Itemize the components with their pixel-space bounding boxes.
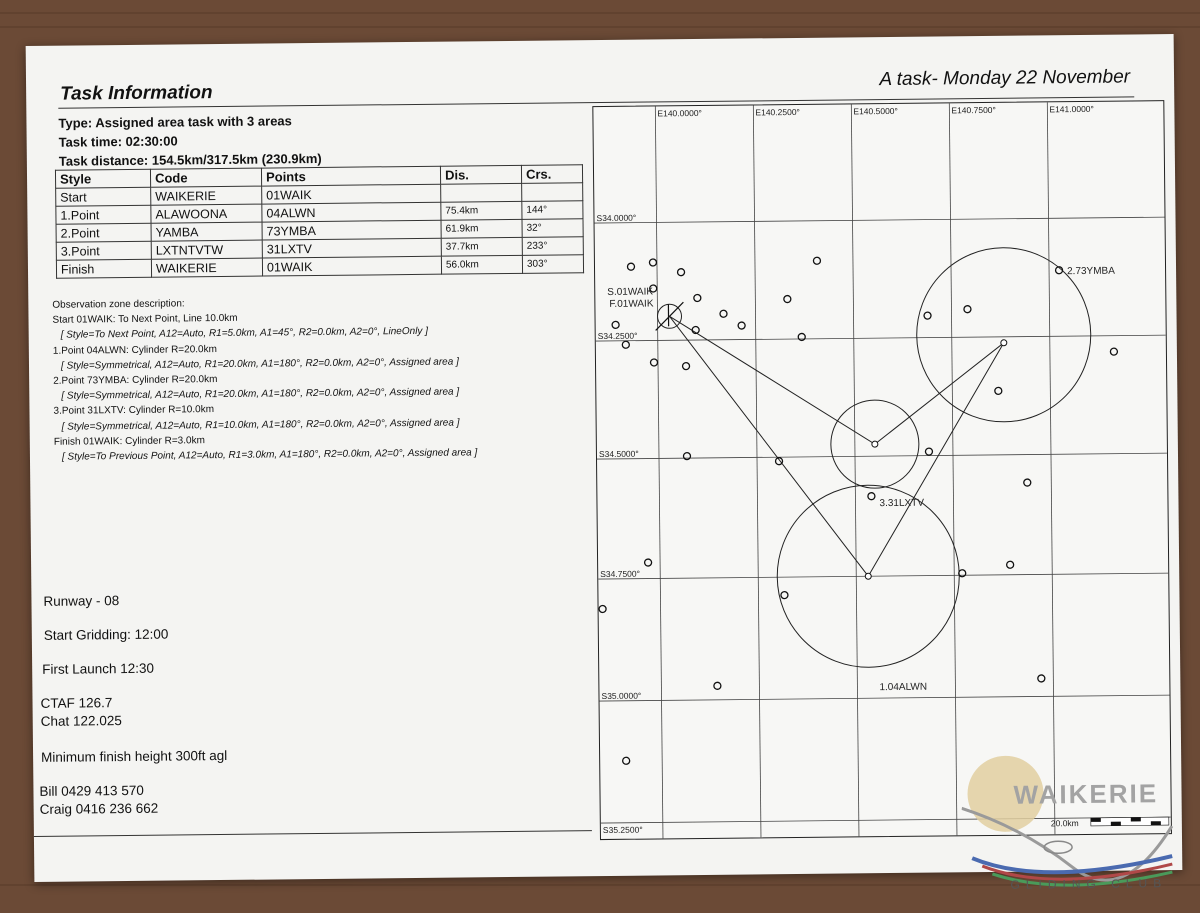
airfield-icon bbox=[776, 458, 783, 465]
airfield-icon bbox=[868, 493, 875, 500]
map-canvas bbox=[593, 101, 1171, 839]
cell-points: 73YMBA bbox=[262, 220, 441, 240]
task-type: Type: Assigned area task with 3 areas bbox=[58, 111, 321, 133]
task-distance: Task distance: 154.5km/317.5km (230.9km) bbox=[59, 149, 322, 171]
airfield-icon bbox=[612, 321, 619, 328]
airfield-icon bbox=[1024, 479, 1031, 486]
cell-points: 01WAIK bbox=[262, 184, 441, 204]
lat-label: S35.0000° bbox=[601, 691, 641, 701]
airfield-icon bbox=[678, 269, 685, 276]
airfield-icon bbox=[627, 263, 634, 270]
label-finish: F.01WAIK bbox=[609, 298, 654, 309]
airfield-icon bbox=[1038, 675, 1045, 682]
point-labels bbox=[607, 266, 1120, 696]
cell-dis: 75.4km bbox=[441, 201, 522, 220]
cell-code: YAMBA bbox=[151, 222, 262, 241]
grid-lat-line bbox=[597, 453, 1167, 459]
club-logo bbox=[961, 746, 1183, 898]
obs-line-detail: [ Style=To Next Point, A12=Auto, R1=5.0km, A1=45°, R2=0.0km, A2=0°, LineOnly ] bbox=[53, 323, 593, 344]
contact-craig: Craig 0416 236 662 bbox=[40, 801, 159, 817]
observation-zones bbox=[52, 292, 594, 465]
task-route bbox=[670, 313, 1007, 578]
cell-code: LXTNTVTW bbox=[151, 240, 262, 259]
cell-crs: 32° bbox=[522, 219, 583, 238]
task-map bbox=[592, 100, 1172, 840]
grid-lon-line bbox=[851, 104, 859, 836]
airfield-icon bbox=[1110, 348, 1117, 355]
obs-heading: Observation zone description: bbox=[52, 292, 592, 313]
cell-style: Finish bbox=[56, 259, 151, 278]
scale-label: 20.0km bbox=[1051, 818, 1079, 828]
airfield-icon bbox=[650, 359, 657, 366]
airfield-icon bbox=[720, 310, 727, 317]
grid-lat-line bbox=[596, 335, 1166, 341]
obs-line-detail: [ Style=Symmetrical, A12=Auto, R1=20.0km, A1=180°, R2=0.0km, A2=0°, Assigned area ] bbox=[53, 353, 593, 374]
cell-dis: 37.7km bbox=[441, 237, 522, 256]
airfield-icon bbox=[784, 296, 791, 303]
lon-label: E140.7500° bbox=[951, 105, 996, 115]
airfield-icon bbox=[714, 682, 721, 689]
task-subtitle: A task- Monday 22 November bbox=[879, 66, 1130, 91]
grid-lat-line bbox=[600, 695, 1170, 701]
marker-31lxtv bbox=[872, 441, 878, 447]
map-grid bbox=[593, 101, 1171, 839]
logo-subtitle: GLIDING CLUB bbox=[1010, 876, 1167, 892]
airfield-icon bbox=[645, 559, 652, 566]
airfield-icon bbox=[622, 341, 629, 348]
obs-line-detail: [ Style=To Previous Point, A12=Auto, R1=3.0km, A1=180°, R2=0.0km, A2=0°, Assigned area ] bbox=[54, 444, 594, 465]
cell-points: 04ALWN bbox=[262, 202, 441, 222]
airfield-icon bbox=[623, 757, 630, 764]
airfield-icon bbox=[781, 592, 788, 599]
airfield-icon bbox=[959, 570, 966, 577]
grid-lon-line bbox=[655, 106, 663, 838]
page-title: Task Information bbox=[60, 82, 213, 106]
cell-crs: 233° bbox=[522, 237, 583, 256]
contact-bill: Bill 0429 413 570 bbox=[39, 783, 143, 799]
airfield-icon bbox=[694, 294, 701, 301]
chat-note: Chat 122.025 bbox=[41, 713, 122, 729]
lon-labels bbox=[657, 104, 1094, 119]
airfield-icon bbox=[964, 306, 971, 313]
lat-label: S35.2500° bbox=[603, 825, 643, 835]
runway-note: Runway - 08 bbox=[43, 593, 119, 609]
lat-label: S34.2500° bbox=[598, 331, 638, 341]
cell-style: 3.Point bbox=[56, 241, 151, 260]
grid-lon-line bbox=[1047, 102, 1055, 834]
gridding-note: Start Gridding: 12:00 bbox=[44, 627, 169, 643]
turnpoint-table bbox=[55, 164, 584, 279]
label-31lxtv: 3.31LXTV bbox=[879, 498, 924, 509]
logo-name: WAIKERIE bbox=[1013, 778, 1158, 811]
marker-04alwn bbox=[865, 573, 871, 579]
lon-label: E140.2500° bbox=[755, 107, 800, 117]
cell-points: 01WAIK bbox=[262, 256, 441, 276]
cell-points: 31LXTV bbox=[262, 238, 441, 258]
col-points: Points bbox=[261, 166, 440, 186]
obs-line: 1.Point 04ALWN: Cylinder R=20.0km bbox=[53, 338, 593, 359]
airfield-icon bbox=[995, 387, 1002, 394]
cell-code: WAIKERIE bbox=[151, 186, 262, 205]
cell-style: Start bbox=[56, 187, 151, 206]
task-sheet bbox=[26, 34, 1183, 882]
lat-label: S34.7500° bbox=[600, 569, 640, 579]
lon-label: E140.5000° bbox=[853, 106, 898, 116]
cell-crs bbox=[522, 183, 583, 202]
grid-lon-line bbox=[949, 103, 957, 835]
cell-dis: 56.0km bbox=[441, 255, 522, 274]
cell-style: 2.Point bbox=[56, 223, 151, 242]
airfield-icon bbox=[798, 333, 805, 340]
task-info bbox=[58, 111, 321, 171]
obs-line: Start 01WAIK: To Next Point, Line 10.0km bbox=[52, 307, 592, 328]
col-style: Style bbox=[55, 169, 150, 188]
obs-line: 2.Point 73YMBA: Cylinder R=20.0km bbox=[53, 368, 593, 389]
cell-dis: 61.9km bbox=[441, 219, 522, 238]
airfield-icon bbox=[924, 312, 931, 319]
obs-line-detail: [ Style=Symmetrical, A12=Auto, R1=10.0km, A1=180°, R2=0.0km, A2=0°, Assigned area ] bbox=[54, 414, 594, 435]
obs-line: Finish 01WAIK: Cylinder R=3.0km bbox=[54, 429, 594, 450]
launch-note: First Launch 12:30 bbox=[42, 661, 154, 677]
label-start: S.01WAIK bbox=[607, 286, 653, 297]
grid-lat-line bbox=[598, 573, 1168, 579]
grid-lat-line bbox=[595, 217, 1165, 223]
cell-crs: 144° bbox=[522, 201, 583, 220]
lon-label: E140.0000° bbox=[657, 108, 702, 118]
bottom-divider bbox=[34, 830, 592, 837]
cylinder-73ymba bbox=[916, 247, 1092, 423]
col-dis: Dis. bbox=[440, 165, 521, 184]
marker-73ymba bbox=[1001, 340, 1007, 346]
airfield-icon bbox=[925, 448, 932, 455]
airfield-markers bbox=[595, 254, 1121, 764]
cell-crs: 303° bbox=[522, 255, 583, 274]
lon-label: E141.0000° bbox=[1049, 104, 1094, 114]
label-73ymba: 2.73YMBA bbox=[1067, 266, 1115, 278]
min-height-note: Minimum finish height 300ft agl bbox=[41, 748, 227, 765]
airfield-icon bbox=[738, 322, 745, 329]
airfield-icon bbox=[599, 605, 606, 612]
cell-code: WAIKERIE bbox=[151, 258, 262, 277]
obs-line-detail: [ Style=Symmetrical, A12=Auto, R1=20.0km, A1=180°, R2=0.0km, A2=0°, Assigned area ] bbox=[53, 383, 593, 404]
airfield-icon bbox=[649, 259, 656, 266]
col-crs: Crs. bbox=[521, 165, 582, 184]
airfield-icon bbox=[683, 363, 690, 370]
cell-style: 1.Point bbox=[56, 205, 151, 224]
airfield-icon bbox=[1007, 561, 1014, 568]
grid-lon-line bbox=[753, 105, 761, 837]
label-04alwn: 1.04ALWN bbox=[879, 682, 927, 693]
lat-label: S34.5000° bbox=[599, 449, 639, 459]
task-time: Task time: 02:30:00 bbox=[59, 130, 322, 152]
obs-line: 3.Point 31LXTV: Cylinder R=10.0km bbox=[53, 399, 593, 420]
ctaf-note: CTAF 126.7 bbox=[40, 695, 112, 711]
lat-label: S34.0000° bbox=[596, 213, 636, 223]
cell-code: ALAWOONA bbox=[151, 204, 262, 223]
airfield-icon bbox=[683, 453, 690, 460]
airfield-icon bbox=[813, 257, 820, 264]
col-code: Code bbox=[150, 168, 261, 187]
cell-dis bbox=[441, 183, 522, 202]
